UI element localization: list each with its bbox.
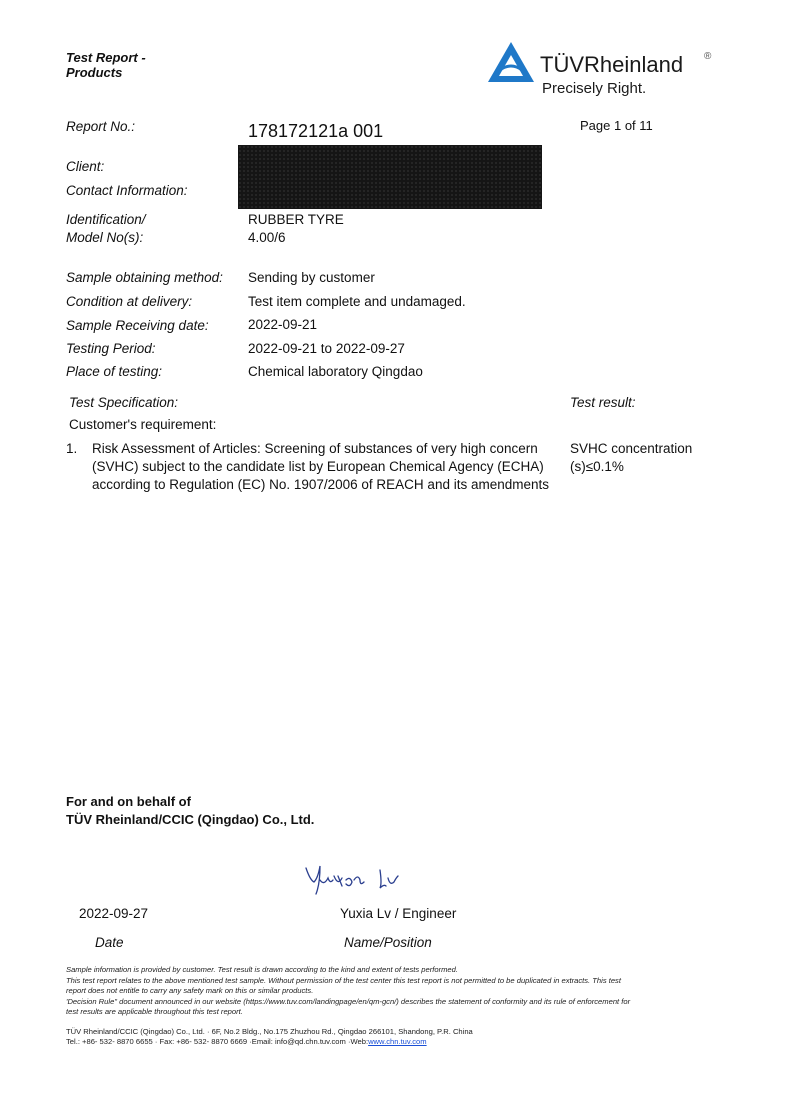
test-spec-label: Test Specification:	[69, 395, 179, 410]
report-type-title	[66, 50, 146, 80]
handwritten-signature	[300, 858, 410, 900]
report-no-label: Report No.:	[66, 119, 136, 134]
signoff-name-value: Yuxia Lv / Engineer	[340, 906, 457, 921]
contact-info-label: Contact Information:	[66, 183, 188, 198]
condition-value: Test item complete and undamaged.	[248, 294, 466, 309]
model-no-value: 4.00/6	[248, 230, 286, 245]
website-link[interactable]: www.chn.tuv.com	[368, 1037, 427, 1046]
requirement-number: 1.	[66, 441, 78, 456]
identification-value: RUBBER TYRE	[248, 212, 344, 227]
footer-contact-text: Tel.: +86- 532- 8870 6655 · Fax: +86- 532- 8870 6669 ·Email: info@qd.chn.tuv.com ·Web:	[66, 1037, 369, 1046]
condition-label: Condition at delivery:	[66, 294, 193, 309]
receiving-date-value: 2022-09-21	[248, 317, 318, 332]
company-name: TÜV Rheinland/CCIC (Qingdao) Co., Ltd.	[66, 812, 315, 827]
client-label: Client:	[66, 159, 105, 174]
identification-label: Identification/	[66, 212, 146, 227]
customer-requirement-label: Customer's requirement:	[69, 417, 217, 432]
report-notes	[66, 965, 676, 1018]
note-line-4: 'Decision Rule" document announced in our website (https://www.tuv.com/landingpage/en/qm-gcn/) describes the statement of conformity and its rule of enforcement for	[66, 996, 631, 1006]
note-line-1: Sample information is provided by customer. Test result is drawn according to the kind and extent of tests performed.	[66, 965, 458, 974]
requirement-text: Risk Assessment of Articles: Screening of substances of very high concern (SVHC) subject to the candidate list by European Chemical Agency (ECHA) according to Regulation (EC) No. 1907/2006 of REACH and its amendments	[92, 441, 549, 492]
sample-method-value: Sending by customer	[248, 270, 375, 285]
note-line-3: report does not entitle to carry any safety mark on this or similar products.	[66, 986, 314, 995]
redacted-client-block	[238, 145, 542, 209]
on-behalf-line1: For and on behalf of	[66, 794, 191, 809]
sample-method-label: Sample obtaining method:	[66, 270, 223, 285]
logo-brand-text: TÜVRheinland	[540, 52, 684, 77]
registered-mark: ®	[704, 51, 712, 62]
tuv-triangle-logo-icon	[486, 40, 536, 84]
report-no-value: 178172121a 001	[248, 121, 384, 141]
signoff-date-value: 2022-09-27	[79, 906, 149, 921]
name-position-label: Name/Position	[344, 935, 432, 950]
footer-contact	[66, 1037, 706, 1047]
report-type-line2: Products	[66, 65, 123, 80]
on-behalf-block	[66, 793, 314, 829]
place-of-testing-value: Chemical laboratory Qingdao	[248, 364, 423, 379]
date-label: Date	[95, 935, 124, 950]
tuv-rheinland-logo	[486, 38, 726, 102]
page-footer	[66, 1027, 706, 1047]
footer-address: TÜV Rheinland/CCIC (Qingdao) Co., Ltd. · 6F, No.2 Bldg., No.175 Zhuzhou Rd., Qingdao 266101, Shandong, P.R. China	[66, 1027, 473, 1036]
place-of-testing-label: Place of testing:	[66, 364, 163, 379]
page-indicator: Page 1 of 11	[580, 118, 653, 133]
testing-period-label: Testing Period:	[66, 341, 156, 356]
report-type-line1: Test Report -	[66, 50, 146, 65]
note-line-2: This test report relates to the above mentioned test sample. Without permission of the test center this test report is not permitted to be duplicated in extracts. This test	[66, 975, 621, 985]
logo-tagline: Precisely Right.	[542, 80, 647, 97]
test-result-label: Test result:	[570, 395, 636, 410]
note-line-5: test results are applicable throughout this test report.	[66, 1007, 243, 1016]
model-no-label: Model No(s):	[66, 230, 144, 245]
testing-period-value: 2022-09-21 to 2022-09-27	[248, 341, 405, 356]
test-result-value: SVHC concentration (s)≤0.1%	[570, 441, 693, 474]
receiving-date-label: Sample Receiving date:	[66, 318, 209, 333]
